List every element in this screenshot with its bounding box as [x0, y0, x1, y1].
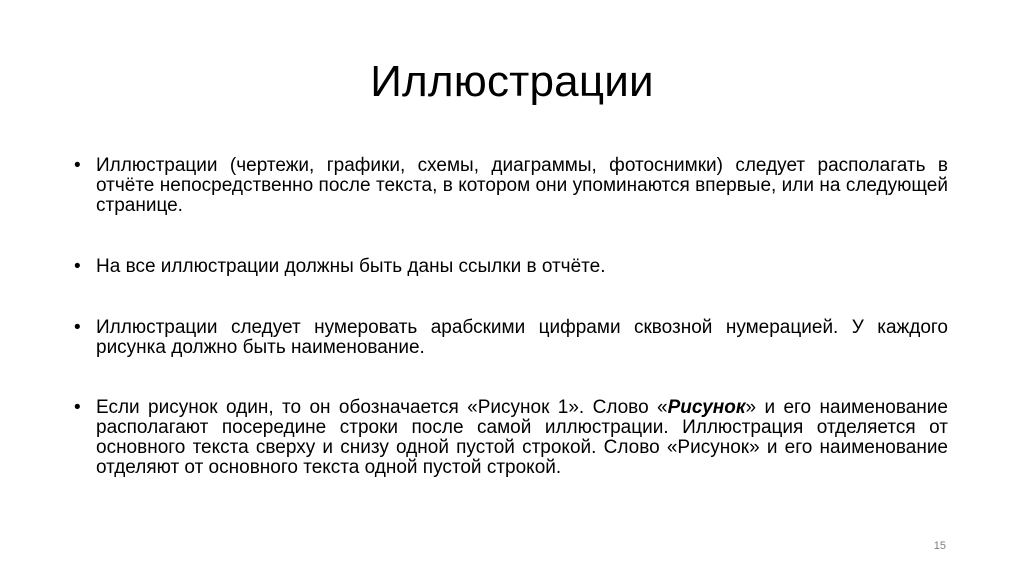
slide-title: Иллюстрации: [370, 57, 654, 106]
bullet-item: [74, 398, 948, 478]
bullet-text-before: Если рисунок один, то он обозначается «Рисунок 1». Слово «: [96, 397, 668, 418]
bullet-marker: •: [74, 317, 81, 338]
bullet-list: [74, 156, 948, 478]
bullet-text-after: » и его наименование располагают посередине строки после самой иллюстрации. Иллюстрация отделяется от основного текста сверху и снизу одной пустой строкой. Слово «Рисунок» и его наименование отделяют от основного текста одной пустой строкой.: [96, 397, 948, 478]
page-number: 15: [933, 540, 946, 552]
bullet-item: [74, 318, 948, 358]
bullet-text: Иллюстрации (чертежи, графики, схемы, диаграммы, фотоснимки) следует располагать в отчёте непосредственно после текста, в котором они упоминаются впервые, или на следующей странице.: [96, 155, 948, 216]
bullet-marker: •: [74, 155, 81, 176]
bullet-marker: •: [74, 256, 81, 277]
bullet-text: На все иллюстрации должны быть даны ссылки в отчёте.: [96, 256, 606, 277]
bullet-emphasis: Рисунок: [667, 397, 746, 418]
bullet-item: [74, 156, 948, 216]
bullet-item: [74, 257, 948, 277]
bullet-marker: •: [74, 397, 81, 418]
bullet-text: Иллюстрации следует нумеровать арабскими цифрами сквозной нумерацией. У каждого рисунка должно быть наименование.: [96, 317, 948, 358]
